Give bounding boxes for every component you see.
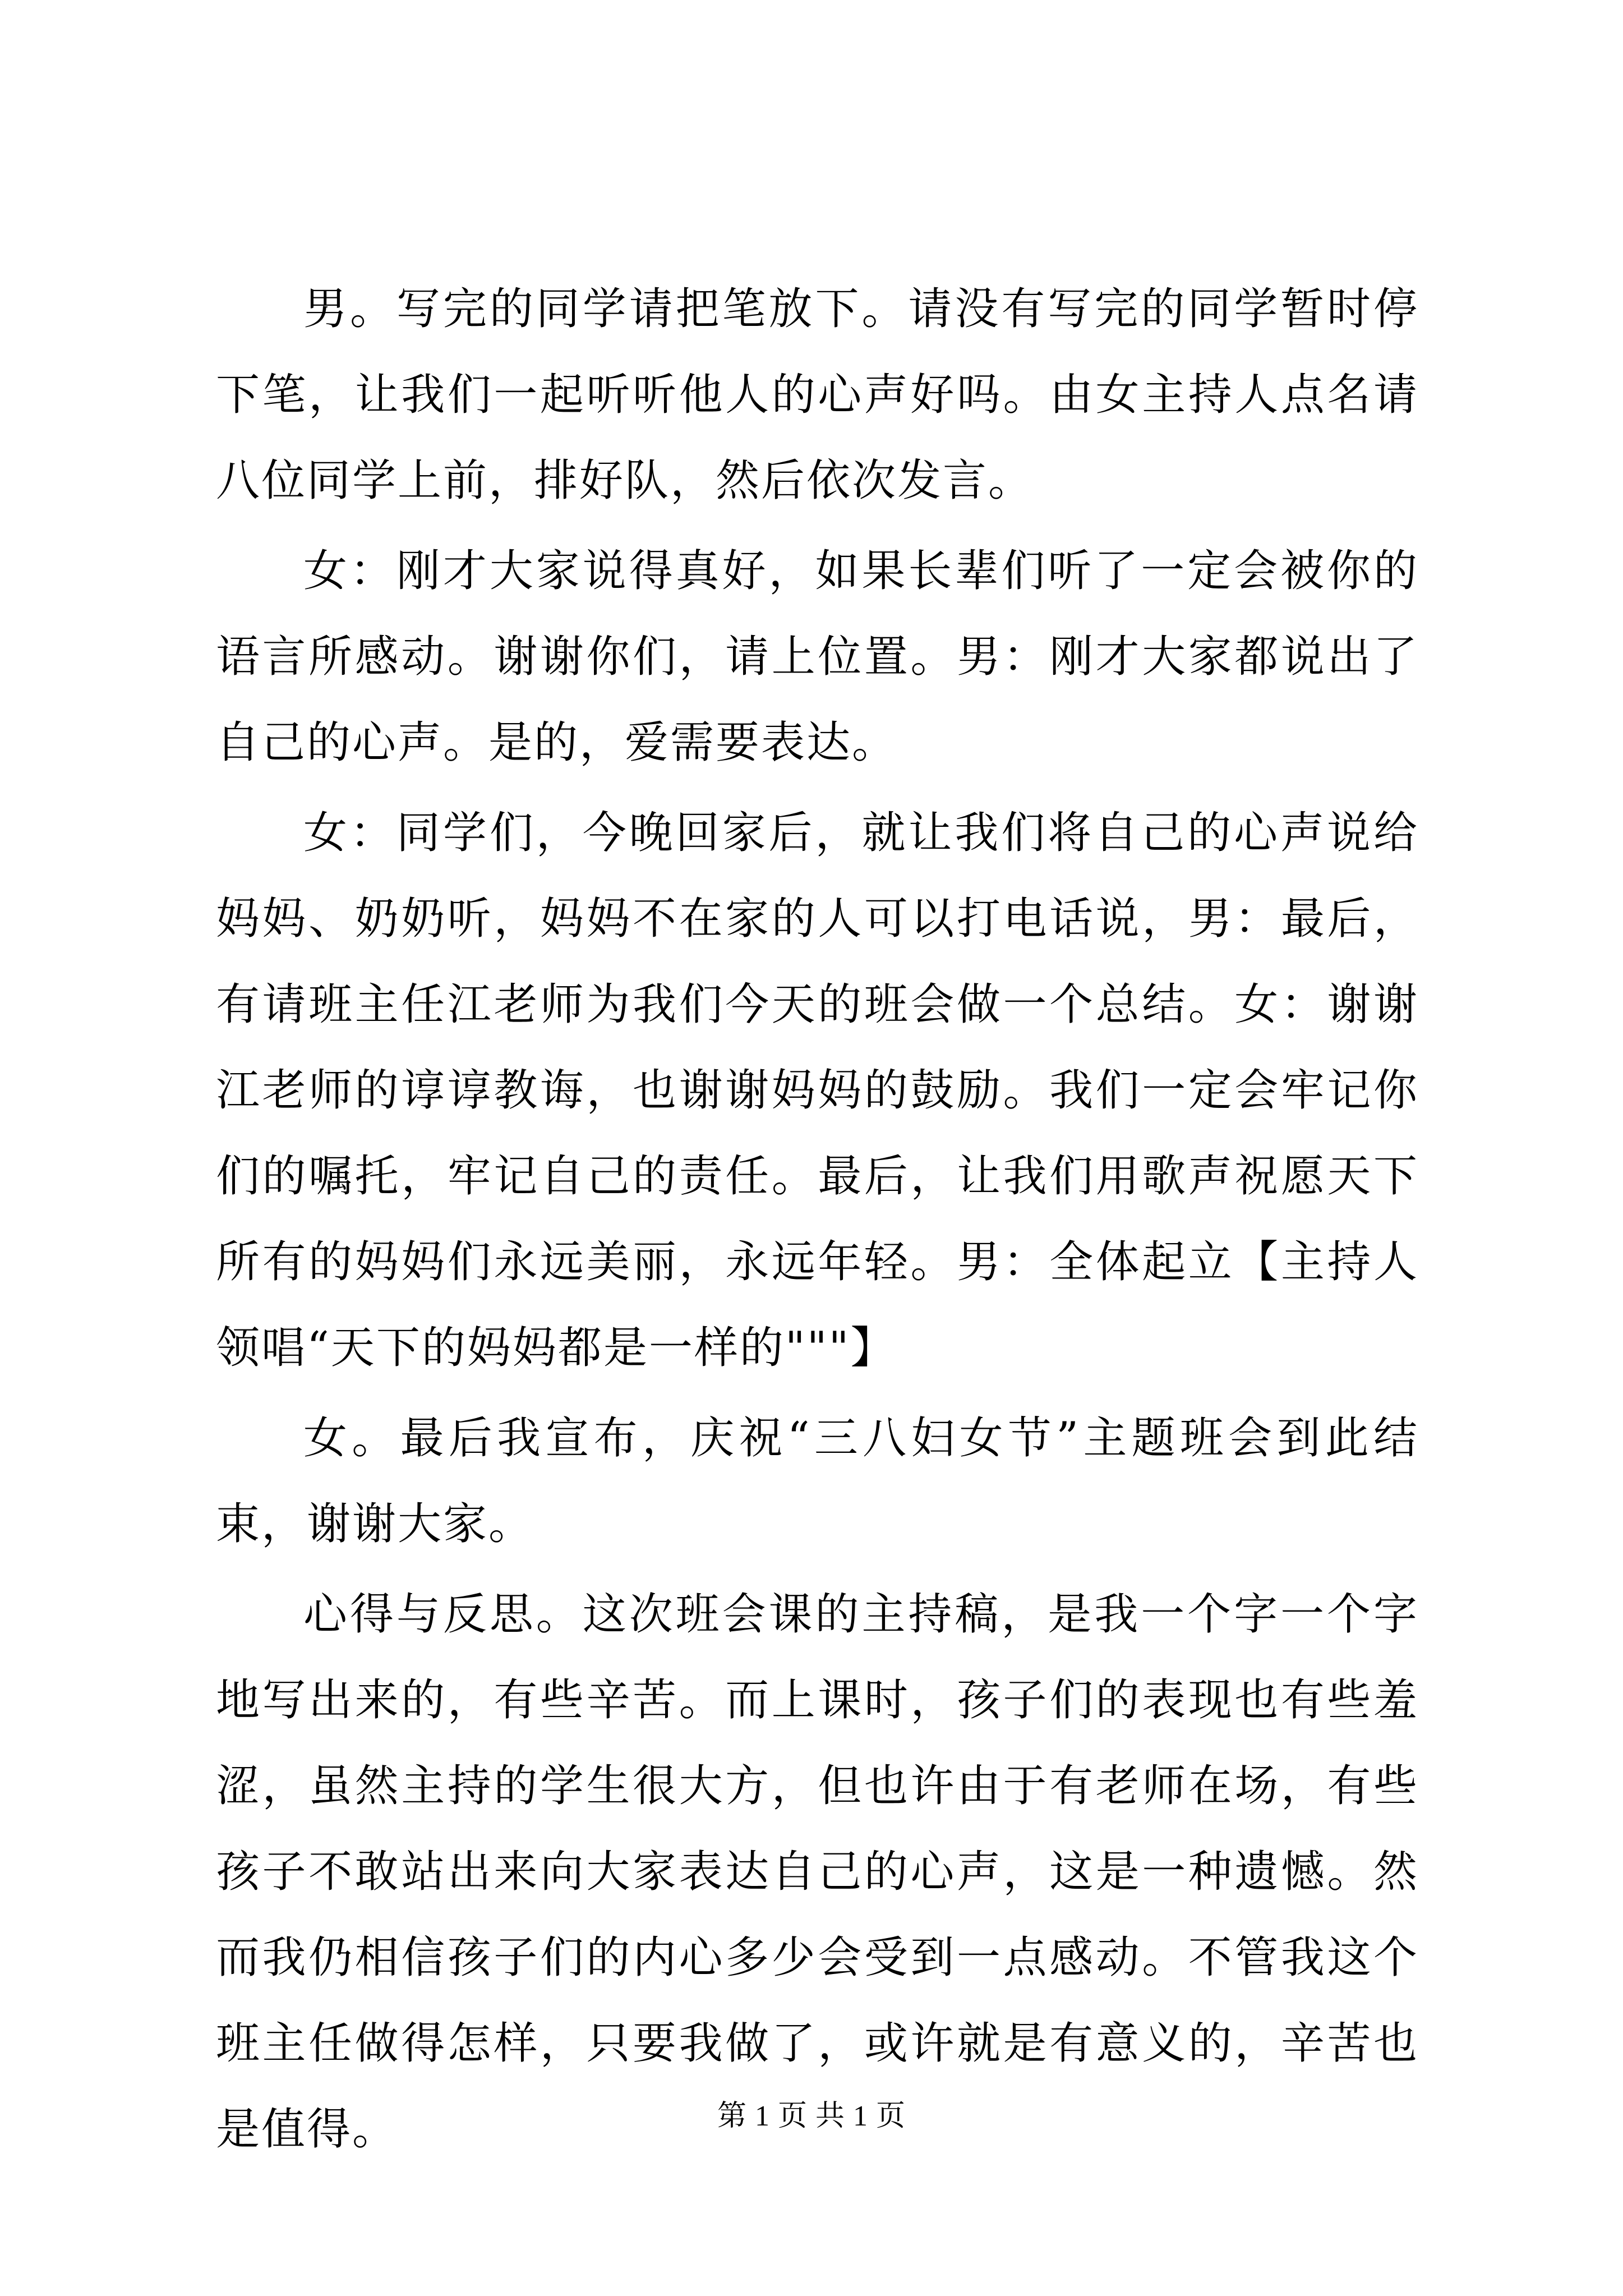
paragraph-5: 心得与反思。这次班会课的主持稿，是我一个字一个字地写出来的，有些辛苦。而上课时，孩子们的表现也有些羞涩，虽然主持的学生很大方，但也许由于有老师在场，有些孩子不敢站出来向大家表达自己的心声，这是一种遗憾。然而我仍相信孩子们的内心多少会受到一点感动。不管我这个班主任做得怎样，只要我做了，或许就是有意义的，辛苦也是值得。: [216, 1589, 1419, 2155]
paragraph-2: 女：刚才大家说得真好，如果长辈们听了一定会被你的语言所感动。谢谢你们，请上位置。男：刚才大家都说出了自己的心声。是的，爱需要表达。: [216, 546, 1419, 768]
paragraph-1: 男。写完的同学请把笔放下。请没有写完的同学暂时停下笔，让我们一起听听他人的心声好吗。由女主持人点名请八位同学上前，排好队，然后依次发言。: [216, 284, 1419, 506]
document-body: [216, 266, 1419, 2177]
paragraph-4: 女。最后我宣布，庆祝“三八妇女节”主题班会到此结束，谢谢大家。: [216, 1413, 1419, 1549]
paragraph-3: 女：同学们，今晚回家后，就让我们将自己的心声说给妈妈、奶奶听，妈妈不在家的人可以打电话说，男：最后，有请班主任江老师为我们今天的班会做一个总结。女：谢谢江老师的谆谆教诲，也谢谢妈妈的鼓励。我们一定会牢记你们的嘱托，牢记自己的责任。最后，让我们用歌声祝愿天下所有的妈妈们永远美丽，永远年轻。男：全体起立【主持人领唱“天下的妈妈都是一样的"""】: [216, 808, 1419, 1373]
page-footer: 第 1 页 共 1 页: [717, 2100, 906, 2132]
